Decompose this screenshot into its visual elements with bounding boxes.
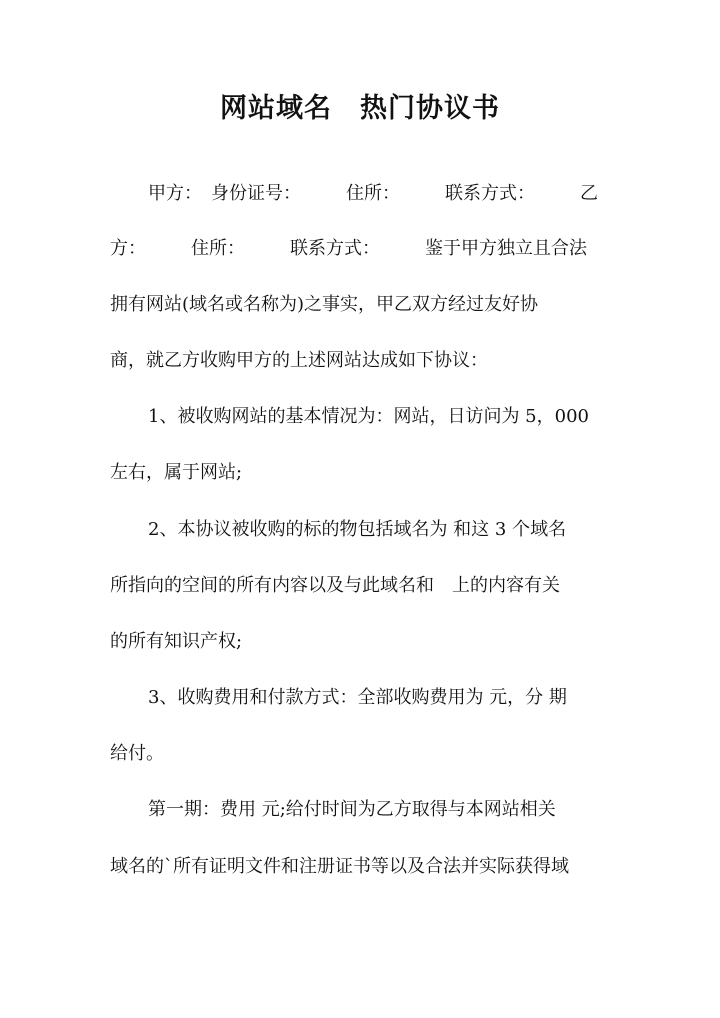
paragraph-line: 甲方： 身份证号： 住所： 联系方式： 乙: [148, 183, 598, 204]
paragraph-line: 的所有知识产权;: [110, 631, 243, 652]
paragraph-line: 域名的`所有证明文件和注册证书等以及合法并实际获得域: [110, 856, 569, 877]
paragraph-line: 3、收购费用和付款方式：全部收购费用为 元，分 期: [148, 687, 567, 708]
paragraph-line: 商，就乙方收购甲方的上述网站达成如下协议：: [110, 350, 488, 371]
paragraph-line: 方： 住所： 联系方式： 鉴于甲方独立且合法: [110, 238, 587, 259]
paragraph-line: 拥有网站(域名或名称为)之事实，甲乙双方经过友好协: [110, 294, 539, 315]
paragraph-line: 给付。: [110, 743, 164, 764]
paragraph-line: 左右，属于网站;: [110, 462, 243, 483]
paragraph-line: 1、被收购网站的基本情况为：网站，日访问为 5，000: [148, 406, 589, 427]
paragraph-line: 2、本协议被收购的标的物包括域名为 和这 3 个域名: [148, 519, 567, 540]
paragraph-line: 所指向的空间的所有内容以及与此域名和 上的内容有关: [110, 575, 560, 596]
paragraph-line: 第一期：费用 元;给付时间为乙方取得与本网站相关: [148, 799, 556, 820]
document-title: 网站域名 热门协议书: [220, 93, 500, 124]
